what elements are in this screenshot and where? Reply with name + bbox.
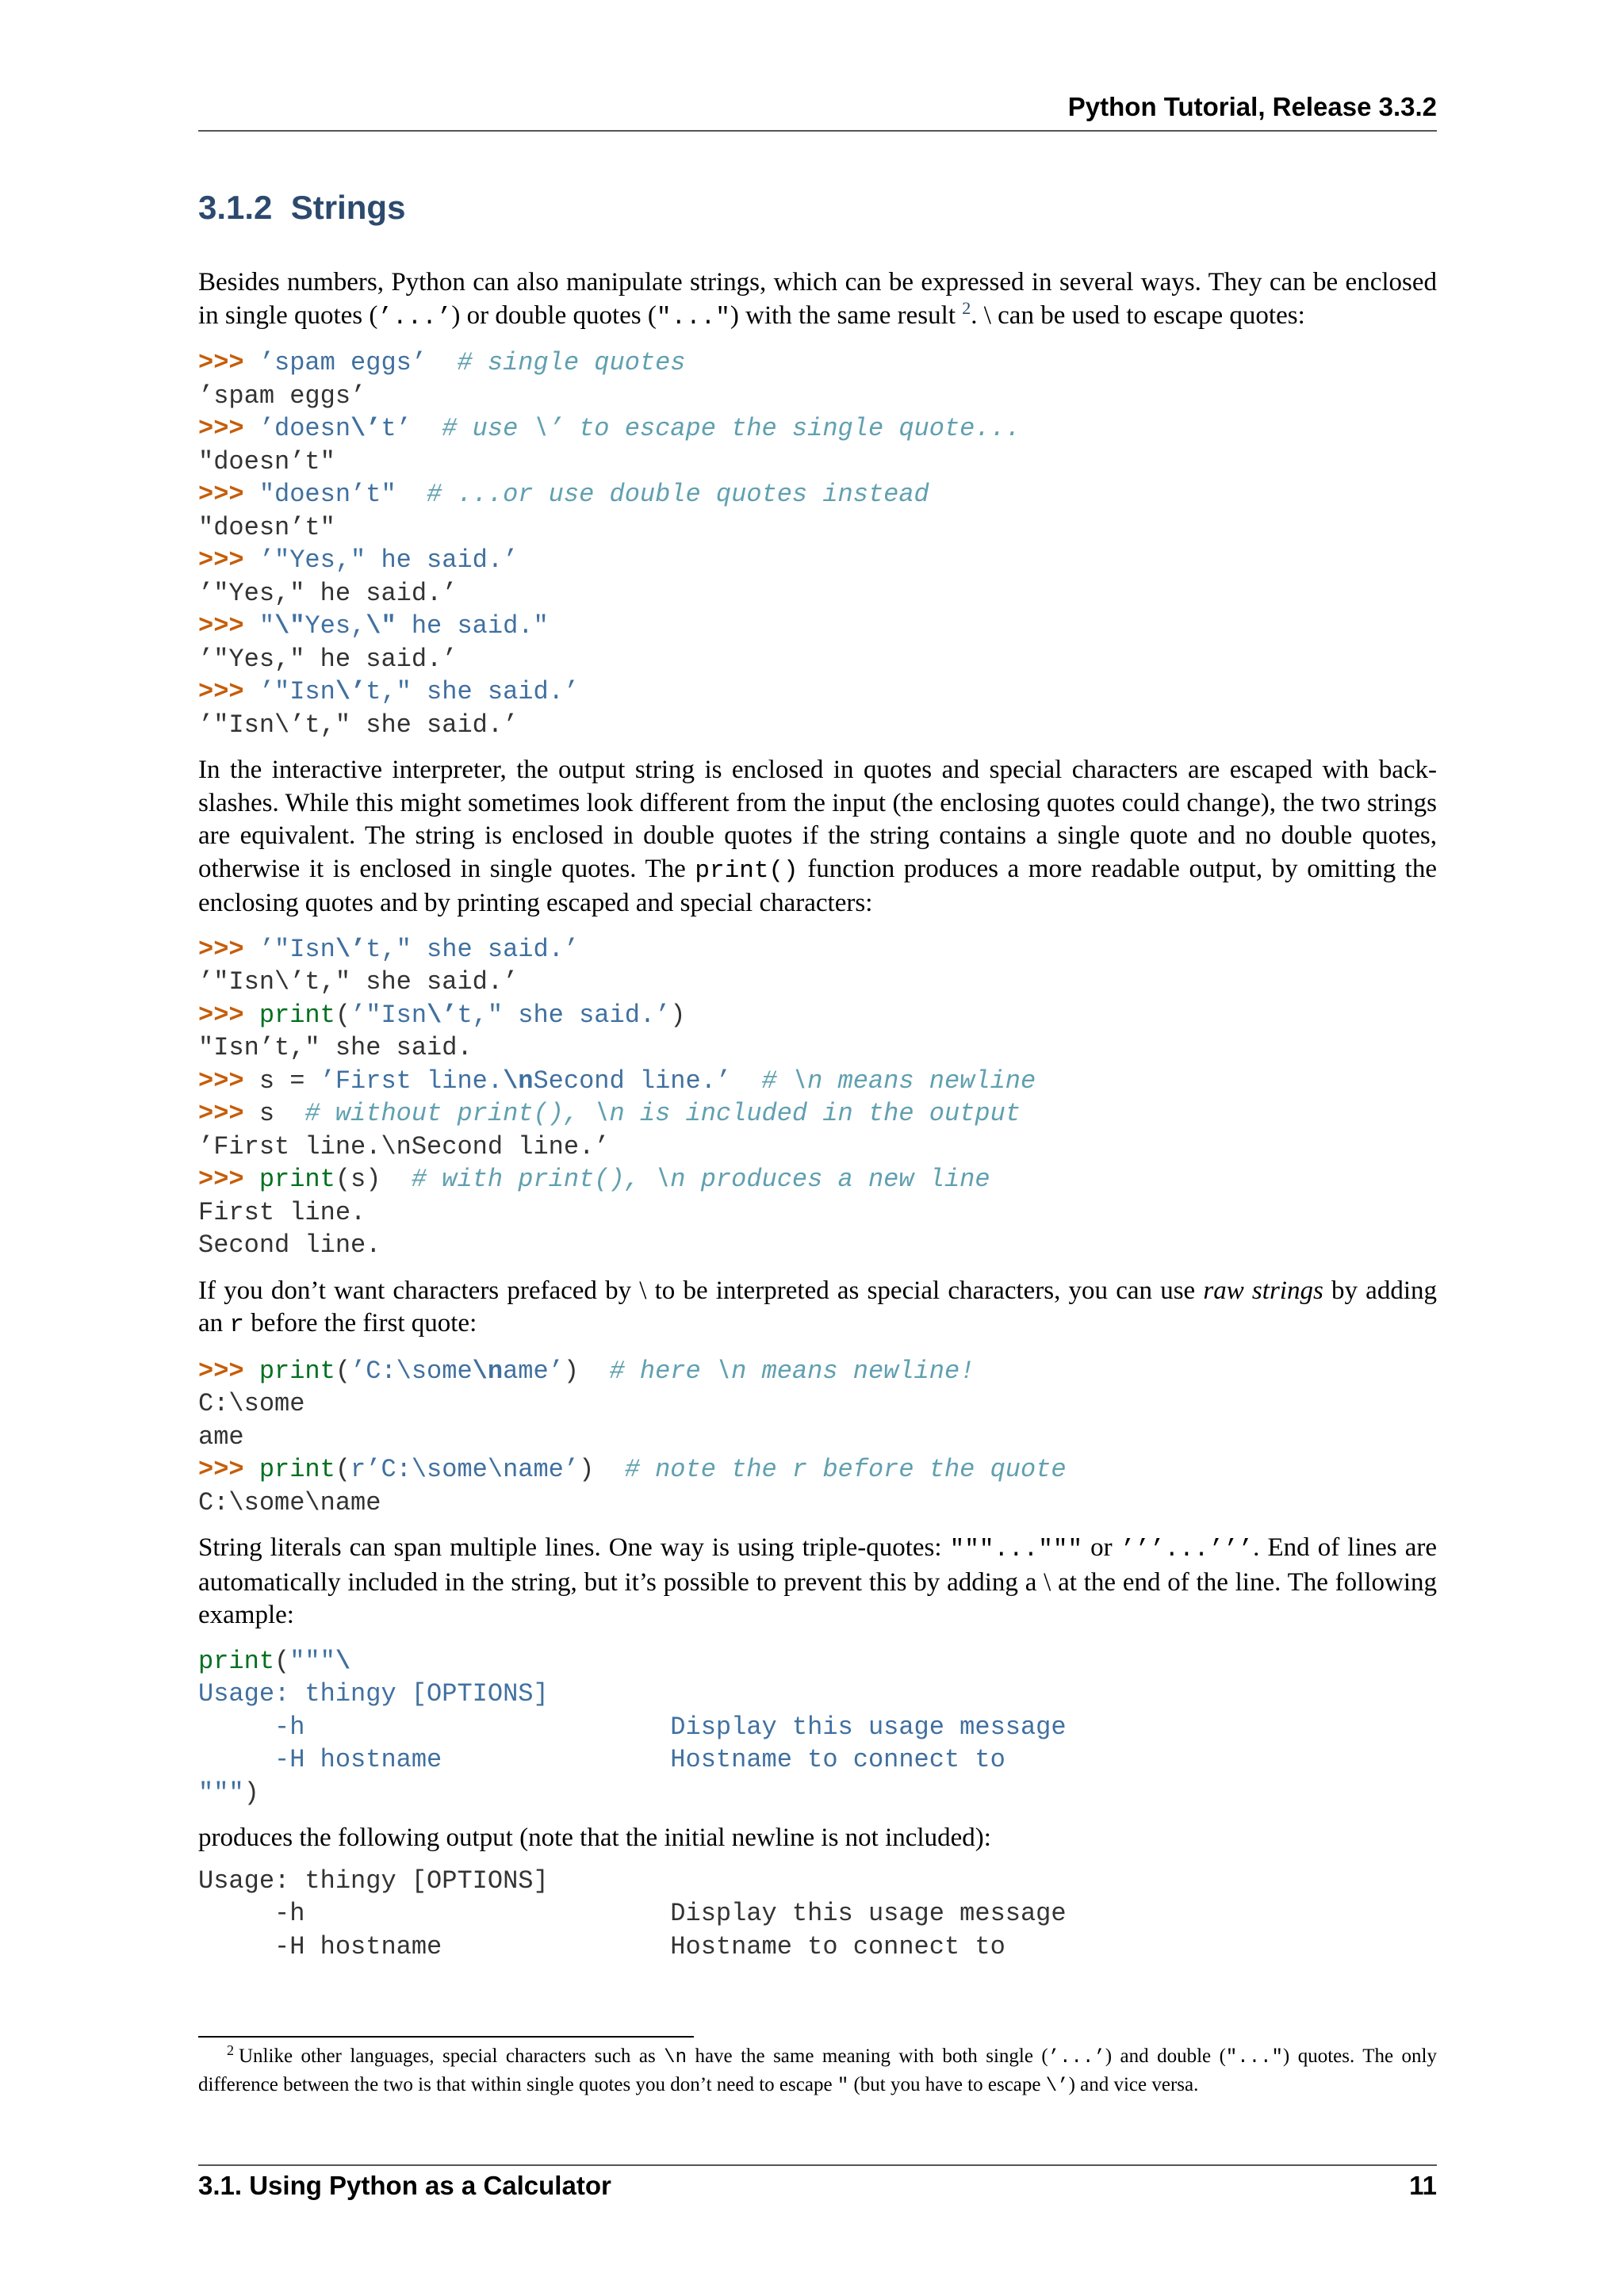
output-text: "Isn’t," she said. [198, 1033, 473, 1062]
string-literal: t," she said.’ [366, 934, 580, 964]
output-text: -H hostname Hostname to connect to [198, 1931, 1005, 1961]
string-literal: """ [289, 1646, 335, 1676]
builtin: print [198, 1646, 275, 1676]
inline-literal: r [229, 1311, 245, 1339]
inline-literal: """...""" [949, 1536, 1083, 1563]
string-literal: "doesn’t" [259, 480, 396, 509]
running-header: Python Tutorial, Release 3.3.2 [198, 92, 1437, 132]
code-line [198, 544, 1437, 577]
string-literal: t’ [381, 414, 412, 443]
text-run: In the interactive interpreter, the output string is enclosed in quotes and special characters are escaped with back-slashes. While this might sometimes look different from the input (the enclosing quotes could change), the two strings are equivalent. The string is enclosed in double quotes if the string contains a single quote and no double quotes, otherwise it is enclosed in single quotes. The [198, 756, 1437, 883]
inline-literal: \n [664, 2047, 687, 2068]
output-text: C:\some\name [198, 1487, 381, 1517]
code-block-raw [198, 1355, 1437, 1520]
code-line [198, 380, 1437, 413]
escape-sequence: \’ [335, 934, 366, 964]
output-text: ’"Yes," he said.’ [198, 644, 458, 674]
builtin: print [259, 1356, 335, 1386]
string-literal: r’C:\some\name’ [350, 1455, 580, 1484]
code-line [198, 412, 1437, 446]
code-line [198, 1229, 1437, 1262]
output-text: C:\some [198, 1389, 305, 1418]
code-line [198, 1196, 1437, 1230]
inline-literal: print() [695, 856, 799, 885]
section-number: 3.1.2 [198, 189, 273, 226]
code-line [198, 1097, 1437, 1131]
code-line [198, 511, 1437, 545]
code-line [198, 1743, 1437, 1777]
string-literal: -H hostname Hostname to connect to [198, 1745, 1005, 1774]
string-literal: ’C:\some [350, 1356, 473, 1386]
footnote-reference[interactable]: 2 [962, 297, 971, 318]
emphasis: raw strings [1203, 1276, 1323, 1305]
comment: # ...or use double quotes instead [396, 480, 929, 509]
code-line [198, 1678, 1437, 1711]
escape-sequence: \’ [335, 677, 366, 706]
code-block-multiline [198, 1645, 1437, 1810]
code-text: (s) [335, 1165, 381, 1194]
prompt: >>> [198, 1455, 259, 1484]
string-literal: ame’ [503, 1356, 564, 1386]
prompt: >>> [198, 414, 259, 443]
code-line [198, 675, 1437, 709]
text-run: Besides numbers, Python can also manipulate strings, which can be expressed in several ways. They can be enclosed in single quotes ( [198, 268, 1437, 330]
comment: # with print(), \n produces a new line [381, 1165, 990, 1194]
inline-literal: \’ [1045, 2076, 1069, 2097]
string-literal: ’spam eggs’ [259, 348, 427, 377]
code-line [198, 1065, 1437, 1098]
string-literal: " [259, 611, 275, 641]
inline-literal: "..." [1225, 2047, 1283, 2068]
text-run: . \ can be used to escape quotes: [971, 300, 1305, 330]
footer-divider [198, 2164, 1437, 2166]
prompt: >>> [198, 677, 259, 706]
output-text: Second line. [198, 1230, 381, 1260]
output-text: ’"Yes," he said.’ [198, 578, 458, 608]
builtin: print [259, 1000, 335, 1030]
footnote-divider [198, 2036, 694, 2038]
string-literal: ’"Isn [350, 1000, 427, 1030]
code-line [198, 1387, 1437, 1421]
prompt: >>> [198, 1000, 259, 1030]
code-line [198, 999, 1437, 1032]
code-text: ) [563, 1356, 580, 1386]
section-title-text: Strings [290, 189, 406, 226]
code-line [198, 966, 1437, 999]
code-line [198, 1711, 1437, 1744]
code-line [198, 1865, 1437, 1898]
code-line [198, 1645, 1437, 1678]
comment: # use \’ to escape the single quote... [411, 414, 1021, 443]
code-block-output [198, 1865, 1437, 1964]
text-run: . End of lines are automatically included in the string, but it’s possible to prevent this by adding a \ at the end of the line. The following example: [198, 1533, 1437, 1629]
inline-literal: ’’’...’’’ [1120, 1536, 1254, 1563]
text-run: ) and vice versa. [1068, 2074, 1199, 2095]
code-line [198, 1131, 1437, 1164]
code-line [198, 446, 1437, 479]
prompt: >>> [198, 545, 259, 575]
prompt: >>> [198, 1356, 259, 1386]
prompt: >>> [198, 348, 259, 377]
output-text: "doesn’t" [198, 512, 335, 542]
inline-literal: "..." [656, 303, 730, 331]
string-literal: ’"Isn [259, 677, 335, 706]
text-run: produces the following output (note that the initial newline is not included): [198, 1823, 991, 1852]
code-line [198, 1777, 1437, 1810]
inline-literal: ’...’ [1048, 2047, 1105, 2068]
text-run: have the same meaning with both single ( [686, 2045, 1048, 2067]
string-literal: he said." [396, 611, 549, 641]
code-text: ( [335, 1000, 351, 1030]
builtin: print [259, 1455, 335, 1484]
escape-sequence: \ [335, 1646, 351, 1676]
code-line [198, 610, 1437, 643]
code-text: ) [670, 1000, 686, 1030]
escape-sequence: \n [503, 1066, 534, 1096]
paragraph-produces [198, 1822, 1437, 1855]
paragraph-raw-strings [198, 1275, 1437, 1342]
code-line [198, 478, 1437, 511]
prompt: >>> [198, 611, 259, 641]
output-text: ’First line.\nSecond line.’ [198, 1131, 610, 1161]
text-run: before the first quote: [244, 1309, 477, 1337]
text-run: If you don’t want characters prefaced by \ to be interpreted as special characters, you can use [198, 1276, 1204, 1305]
comment: # here \n means newline! [579, 1356, 975, 1386]
prompt: >>> [198, 1165, 259, 1194]
string-literal: ’doesn [259, 414, 351, 443]
code-line [198, 933, 1437, 966]
footer-chapter-title[interactable]: 3.1. Using Python as a Calculator [198, 2171, 611, 2200]
page-number: 11 [1409, 2171, 1437, 2200]
builtin: print [259, 1165, 335, 1194]
code-line [198, 709, 1437, 742]
code-text: s [259, 1099, 275, 1128]
text-run: String literals can span multiple lines. One way is using triple-quotes: [198, 1533, 950, 1562]
escape-sequence: \’ [350, 414, 381, 443]
footnote-mark: 2 [227, 2042, 234, 2058]
code-text: ( [335, 1455, 351, 1484]
text-run: (but you have to escape [848, 2074, 1046, 2095]
text-run: ) with the same result [730, 300, 963, 330]
code-line [198, 643, 1437, 676]
code-text: ( [335, 1356, 351, 1386]
string-literal: Usage: thingy [OPTIONS] [198, 1679, 549, 1709]
text-run: function produces a more readable output, by omitting the enclosing quotes and by printing escaped and special characters: [198, 854, 1437, 917]
code-block-quotes [198, 346, 1437, 741]
code-line [198, 1931, 1437, 1964]
text-run: ) and double ( [1105, 2045, 1226, 2067]
prompt: >>> [198, 1099, 259, 1128]
section-title [198, 189, 405, 227]
string-literal: -h Display this usage message [198, 1712, 1067, 1742]
output-text: ’"Isn\’t," she said.’ [198, 967, 519, 997]
code-line [198, 1487, 1437, 1520]
text-run: ) or double quotes ( [451, 300, 657, 330]
text-run: by adding an [198, 1276, 1437, 1337]
output-text: ame [198, 1422, 244, 1452]
comment: # without print(), \n is included in the output [274, 1099, 1021, 1128]
escape-sequence: \n [472, 1356, 504, 1386]
output-text: ’spam eggs’ [198, 381, 366, 411]
output-text: Usage: thingy [OPTIONS] [198, 1866, 549, 1896]
escape-sequence: \’ [427, 1000, 458, 1030]
page-footer [198, 2171, 1437, 2206]
inline-literal: " [837, 2076, 849, 2097]
text-run: ) quotes. The only difference between the two is that within single quotes you don’t need to escape [198, 2045, 1437, 2095]
prompt: >>> [198, 934, 259, 964]
code-line [198, 1031, 1437, 1065]
string-literal: ’"Isn [259, 934, 335, 964]
output-text: First line. [198, 1197, 366, 1227]
code-line [198, 1897, 1437, 1931]
code-text: ( [274, 1646, 290, 1676]
document-page [198, 0, 1437, 2296]
comment: # note the r before the quote [594, 1455, 1067, 1484]
code-text: ) [579, 1455, 595, 1484]
output-text: -h Display this usage message [198, 1899, 1067, 1928]
comment: # single quotes [427, 348, 686, 377]
string-literal: ’"Yes," he said.’ [259, 545, 519, 575]
string-literal: Second line.’ [533, 1066, 732, 1096]
code-line [198, 1355, 1437, 1388]
code-block-print [198, 933, 1437, 1262]
code-line [198, 1163, 1437, 1196]
code-text: ) [243, 1777, 259, 1808]
code-line [198, 1421, 1437, 1454]
paragraph-interpreter-output [198, 754, 1437, 920]
text-run: or [1082, 1533, 1120, 1562]
string-literal: t," she said.’ [366, 677, 580, 706]
output-text: "doesn’t" [198, 446, 335, 476]
prompt: >>> [198, 1066, 259, 1096]
string-literal: Yes, [304, 611, 366, 641]
paragraph-intro [198, 266, 1437, 334]
code-line [198, 346, 1437, 380]
comment: # \n means newline [731, 1066, 1036, 1096]
code-text: s = [259, 1066, 320, 1096]
prompt: >>> [198, 480, 259, 509]
escape-sequence: \" [366, 611, 396, 641]
output-text: ’"Isn\’t," she said.’ [198, 710, 519, 740]
text-run: Unlike other languages, special characters such as [239, 2045, 665, 2067]
escape-sequence: \" [274, 611, 305, 641]
paragraph-triple-quotes [198, 1532, 1437, 1632]
code-line [198, 577, 1437, 610]
code-line [198, 1453, 1437, 1487]
footnote [198, 2043, 1437, 2100]
inline-literal: ’...’ [377, 303, 452, 331]
string-literal: ’First line. [320, 1066, 504, 1096]
string-literal: t," she said.’ [457, 1000, 671, 1030]
body-content [198, 266, 1437, 1976]
string-literal: """ [198, 1777, 244, 1808]
